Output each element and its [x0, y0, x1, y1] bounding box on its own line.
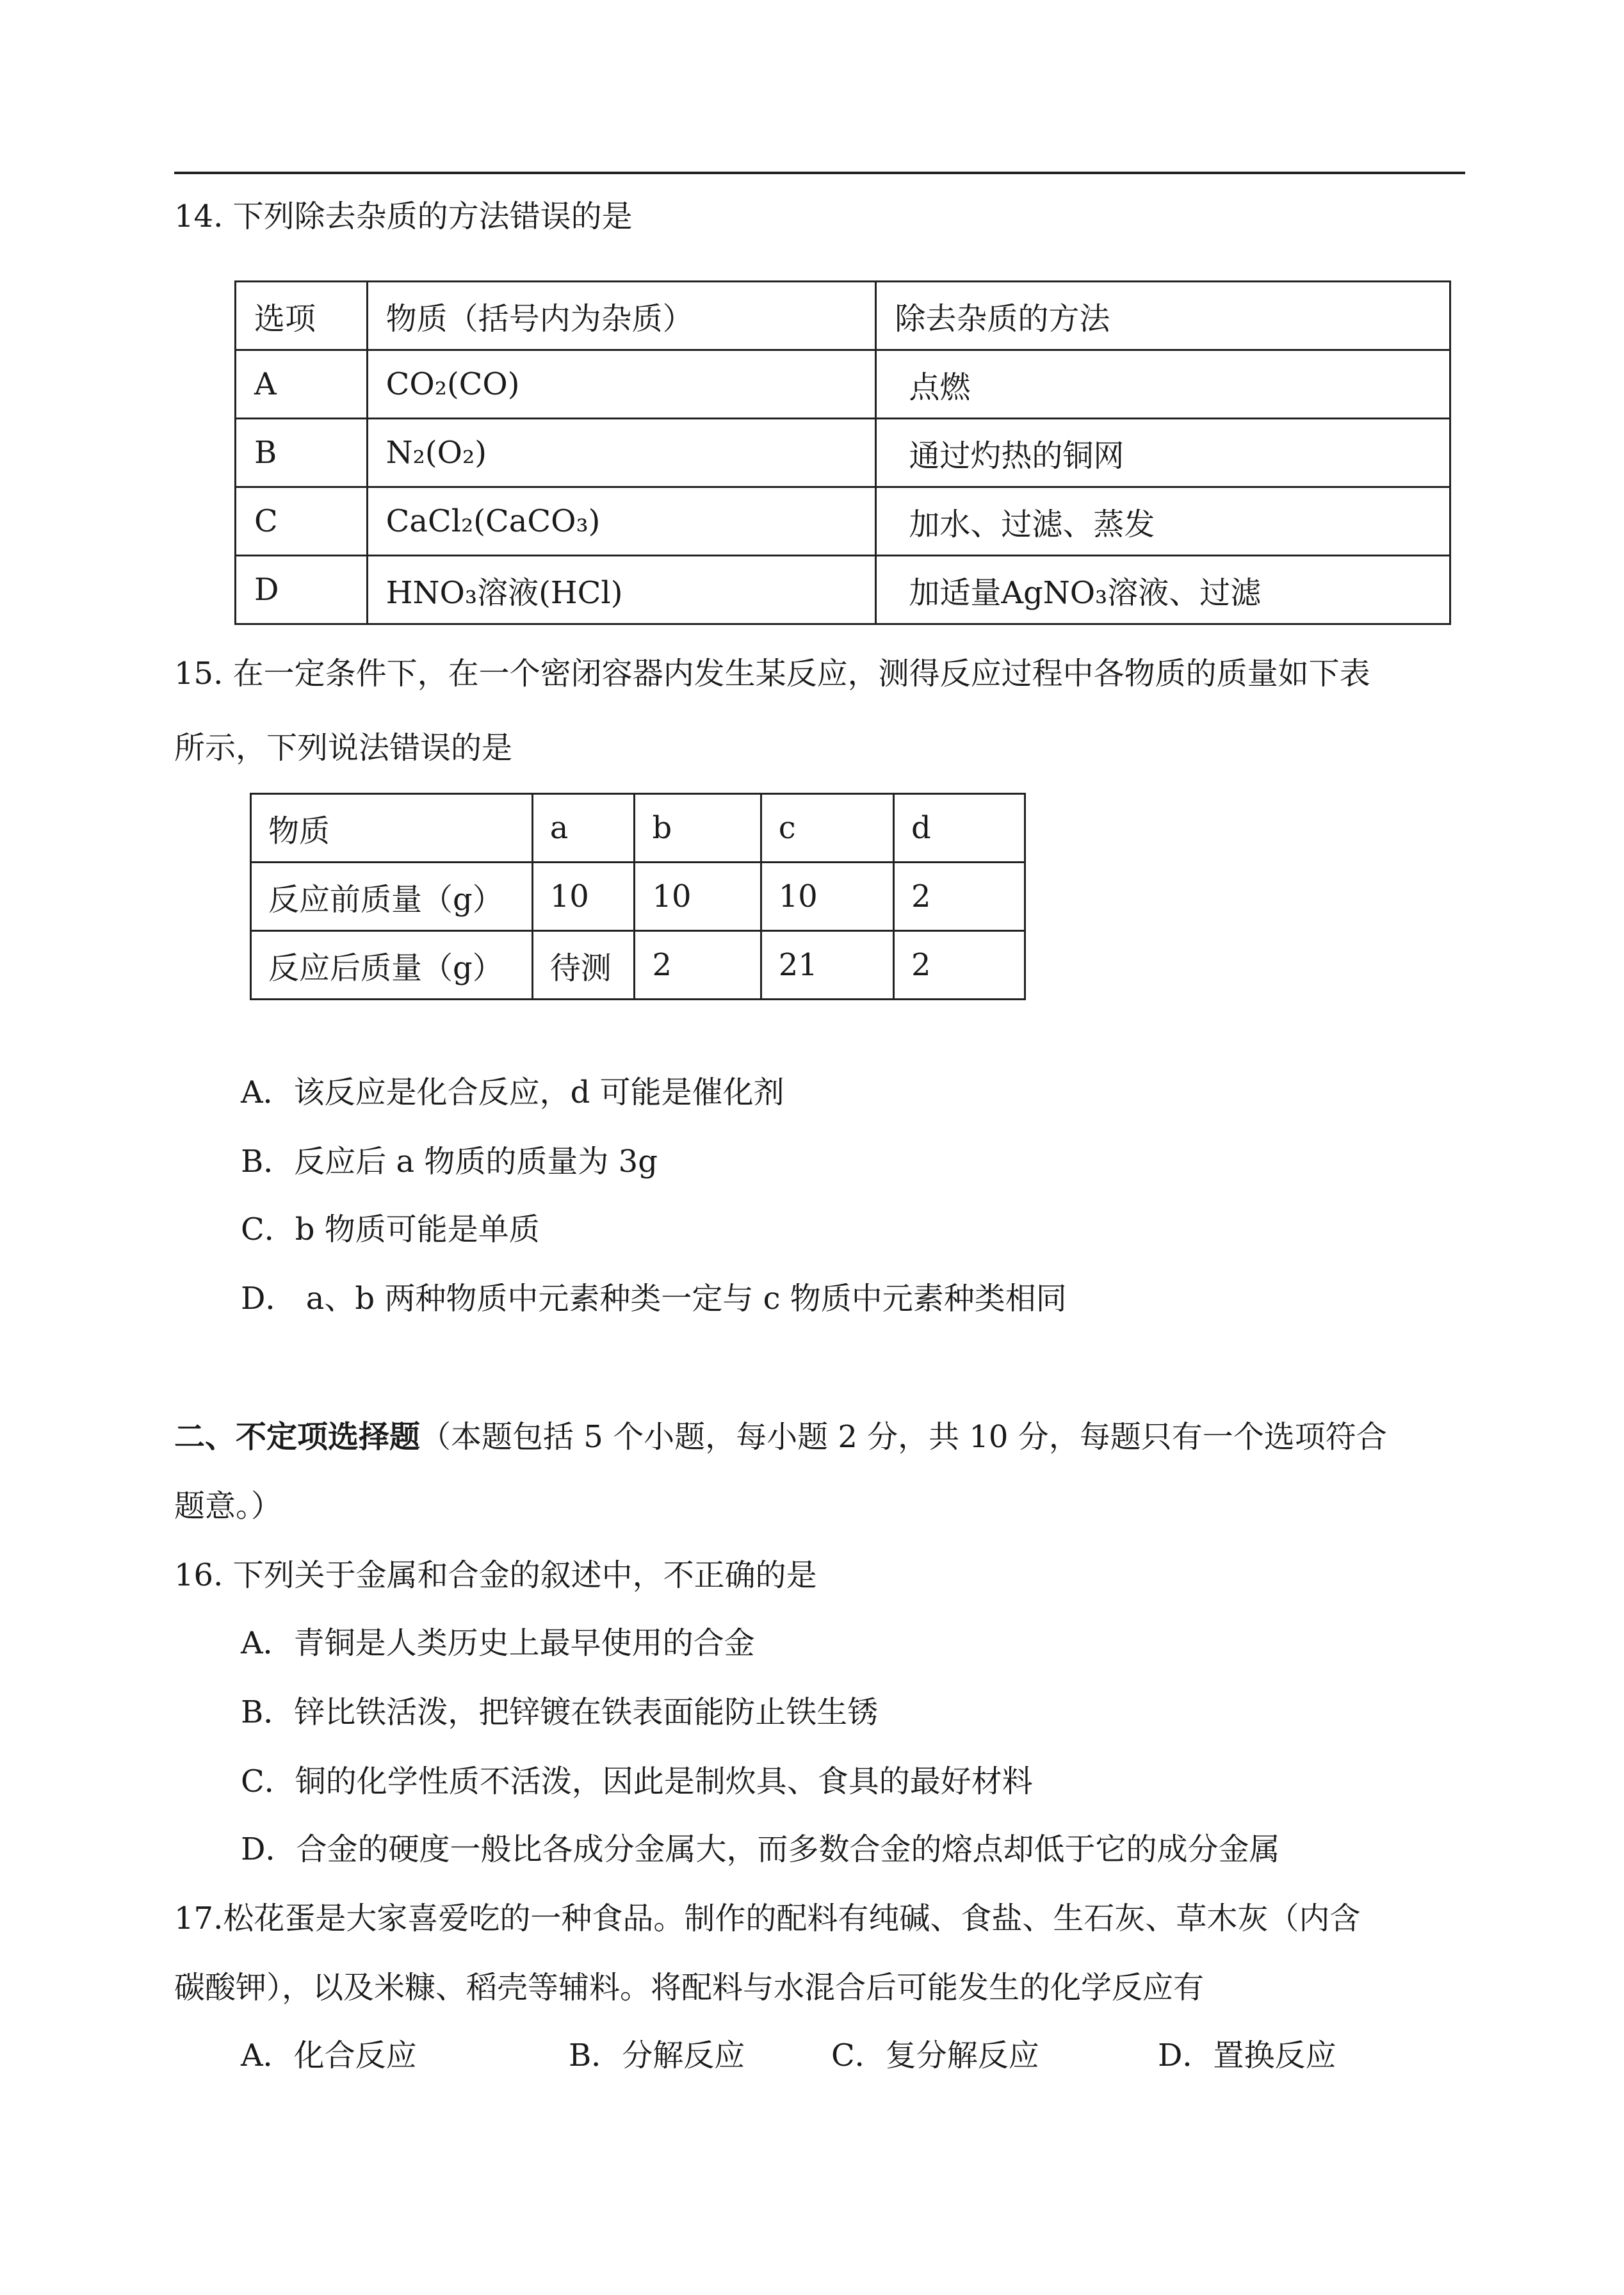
header-rule — [174, 172, 1465, 174]
table-row — [251, 794, 1025, 863]
method-cell: 通过灼热的铜网 — [876, 419, 1450, 487]
option-cell: D — [236, 556, 368, 624]
table-cell: 10 — [635, 863, 761, 931]
table-row — [236, 487, 1450, 556]
q16-option-d: D．合金的硬度一般比各成分金属大，而多数合金的熔点却低于它的成分金属 — [241, 1831, 1280, 1867]
q16-option-a: A．青铜是人类历史上最早使用的合金 — [241, 1625, 755, 1661]
table-header-cell: 除去杂质的方法 — [876, 282, 1450, 350]
table-header-cell: 物质 — [251, 794, 533, 863]
q14-stem: 14. 下列除去杂质的方法错误的是 — [174, 199, 633, 234]
table-row — [251, 931, 1025, 1000]
table-cell: 反应前质量（g） — [251, 863, 533, 931]
table-row — [236, 282, 1450, 350]
q17-option-a: A．化合反应 — [241, 2038, 417, 2073]
table-header-cell: c — [761, 794, 893, 863]
table-cell: 待测 — [532, 931, 635, 1000]
substance-cell: N₂(O₂) — [367, 419, 876, 487]
table-header-cell: b — [635, 794, 761, 863]
table-row — [236, 419, 1450, 487]
substance-cell: CO₂(CO) — [367, 350, 876, 419]
option-cell: A — [236, 350, 368, 419]
q16-option-c: C．铜的化学性质不活泼，因此是制炊具、食具的最好材料 — [241, 1764, 1033, 1799]
method-cell: 点燃 — [876, 350, 1450, 419]
q15-option-b: B．反应后 a 物质的质量为 3g — [241, 1144, 658, 1180]
table-cell: 2 — [893, 863, 1025, 931]
table-header-cell: a — [532, 794, 635, 863]
table-row — [236, 350, 1450, 419]
q14-table — [234, 280, 1451, 625]
table-cell: 2 — [635, 931, 761, 1000]
table-header-cell: 选项 — [236, 282, 368, 350]
q16-stem: 16. 下列关于金属和合金的叙述中，不正确的是 — [174, 1557, 817, 1593]
section2-desc: （本题包括 5 个小题，每小题 2 分，共 10 分，每题只有一个选项符合 — [420, 1419, 1387, 1455]
table-header-cell: 物质（括号内为杂质） — [367, 282, 876, 350]
q17-option-c: C．复分解反应 — [831, 2038, 1039, 2073]
section2-title: 二、不定项选择题 — [174, 1419, 421, 1455]
q15-option-c: C．b 物质可能是单质 — [241, 1212, 540, 1247]
q16-option-b: B．锌比铁活泼，把锌镀在铁表面能防止铁生锈 — [241, 1694, 879, 1730]
option-cell: C — [236, 487, 368, 556]
q17-option-d: D．置换反应 — [1158, 2038, 1336, 2073]
table-row — [251, 863, 1025, 931]
q17-stem-line2: 碳酸钾），以及米糠、稻壳等辅料。将配料与水混合后可能发生的化学反应有 — [174, 1970, 1205, 2006]
table-row — [236, 556, 1450, 624]
section2-desc-line2: 题意。） — [174, 1488, 282, 1524]
table-cell: 10 — [532, 863, 635, 931]
q15-option-a: A．该反应是化合反应，d 可能是催化剂 — [241, 1075, 784, 1110]
q15-stem-line2: 所示，下列说法错误的是 — [174, 730, 513, 766]
substance-cell: HNO₃溶液(HCl) — [367, 556, 876, 624]
section2-heading — [174, 1418, 1387, 1456]
q17-stem-line1: 17.松花蛋是大家喜爱吃的一种食品。制作的配料有纯碱、食盐、生石灰、草木灰（内含 — [174, 1901, 1361, 1936]
table-cell: 反应后质量（g） — [251, 931, 533, 1000]
method-cell: 加适量AgNO₃溶液、过滤 — [876, 556, 1450, 624]
table-cell: 2 — [893, 931, 1025, 1000]
q15-stem-line1: 15. 在一定条件下，在一个密闭容器内发生某反应，测得反应过程中各物质的质量如下表 — [174, 656, 1370, 692]
table-cell: 21 — [761, 931, 893, 1000]
q15-option-d: D． a、b 两种物质中元素种类一定与 c 物质中元素种类相同 — [241, 1281, 1067, 1317]
q17-option-b: B．分解反应 — [569, 2038, 745, 2073]
method-cell: 加水、过滤、蒸发 — [876, 487, 1450, 556]
substance-cell: CaCl₂(CaCO₃) — [367, 487, 876, 556]
table-header-cell: d — [893, 794, 1025, 863]
q15-table — [250, 793, 1026, 1000]
table-cell: 10 — [761, 863, 893, 931]
option-cell: B — [236, 419, 368, 487]
